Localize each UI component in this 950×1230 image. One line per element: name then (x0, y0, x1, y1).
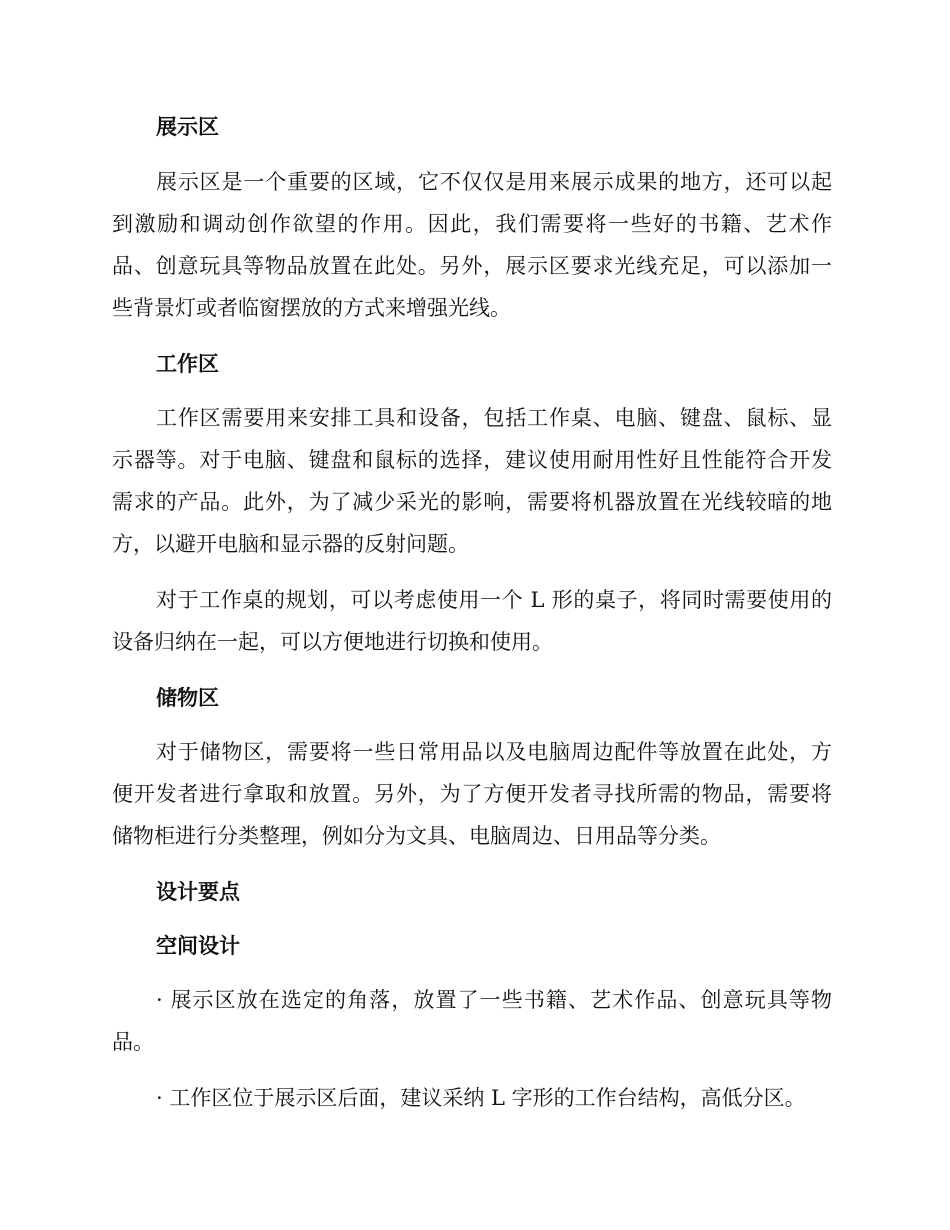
paragraph-line: · 工作区位于展示区后面，建议采纳 L 字形的工作台结构，高低分区。 (156, 1086, 806, 1110)
paragraph-line: 储物柜进行分类整理，例如分为文具、电脑周边、日用品等分类。 (112, 824, 721, 848)
paragraph-line: 些背景灯或者临窗摆放的方式来增强光线。 (112, 296, 511, 320)
heading-work-area: 工作区 (156, 352, 219, 376)
bullet-item-work (112, 1077, 832, 1119)
paragraph-line: 展示区是一个重要的区域，它不仅仅是用来展示成果的地方，还可以起 (156, 170, 832, 194)
paragraph-storage-area (112, 731, 832, 857)
heading-design-points: 设计要点 (156, 880, 240, 904)
paragraph-line: 便开发者进行拿取和放置。另外，为了方便开发者寻找所需的物品，需要将 (112, 782, 832, 806)
paragraph-line: 设备归纳在一起，可以方便地进行切换和使用。 (112, 630, 553, 654)
heading-storage-area: 储物区 (156, 686, 219, 710)
paragraph-line: · 展示区放在选定的角落，放置了一些书籍、艺术作品、创意玩具等物 (156, 988, 832, 1012)
paragraph-work-area-2 (112, 579, 832, 663)
heading-display-area: 展示区 (156, 115, 219, 139)
paragraph-line: 品。 (112, 1030, 154, 1054)
paragraph-work-area-1 (112, 397, 832, 565)
paragraph-line: 方，以避开电脑和显示器的反射问题。 (112, 532, 469, 556)
heading-space-design: 空间设计 (156, 934, 240, 958)
paragraph-line: 品、创意玩具等物品放置在此处。另外，展示区要求光线充足，可以添加一 (112, 254, 832, 278)
bullet-item-display (112, 979, 832, 1063)
paragraph-line: 需求的产品。此外，为了减少采光的影响，需要将机器放置在光线较暗的地 (112, 490, 832, 514)
paragraph-line: 示器等。对于电脑、键盘和鼠标的选择，建议使用耐用性好且性能符合开发 (112, 448, 832, 472)
paragraph-display-area (112, 161, 832, 329)
paragraph-line: 对于工作桌的规划，可以考虑使用一个 L 形的桌子，将同时需要使用的 (156, 588, 832, 612)
paragraph-line: 对于储物区，需要将一些日常用品以及电脑周边配件等放置在此处，方 (156, 740, 832, 764)
paragraph-line: 到激励和调动创作欲望的作用。因此，我们需要将一些好的书籍、艺术作 (112, 212, 832, 236)
paragraph-line: 工作区需要用来安排工具和设备，包括工作桌、电脑、键盘、鼠标、显 (156, 406, 832, 430)
